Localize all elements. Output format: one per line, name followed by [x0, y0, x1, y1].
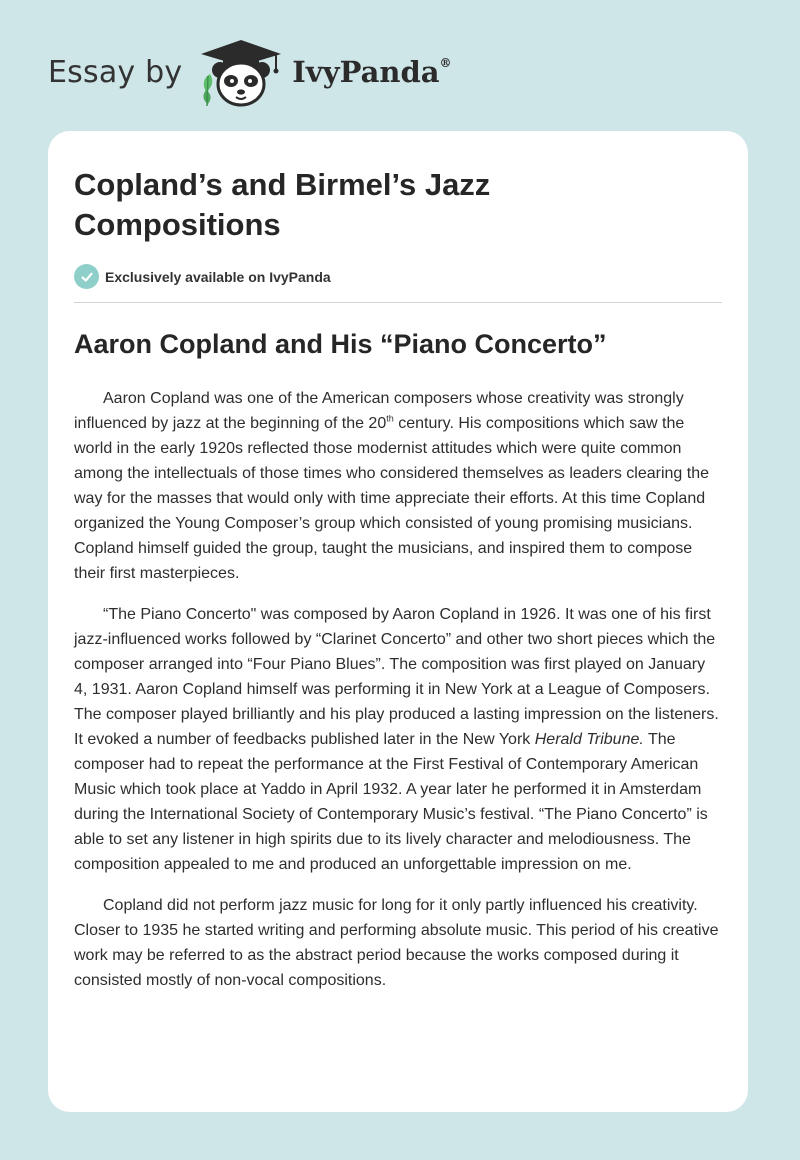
registered-mark: ®: [439, 56, 452, 71]
check-icon: [74, 264, 99, 289]
site-header: [48, 34, 452, 110]
section-heading: Aaron Copland and His “Piano Concerto”: [74, 329, 607, 359]
panda-graduate-icon[interactable]: [196, 34, 286, 110]
paragraph-3: Copland did not perform jazz music for long for it only partly influenced his creativity. Closer to 1935 he started writing and performing absolute music. This period of his creative work may be referred to as the abstract period because the works composed during it consisted mostly of non-vocal compositions.: [74, 897, 719, 989]
paragraph-1: Aaron Copland was one of the American composers whose creativity was strongly influenced by jazz at the beginning of the 20th century. His compositions which saw the world in the early 1920s reflected those modernist attitudes which were quite common among the intellectuals of those times who considered themselves as leaders clearing the way for the masses that would only with time appreciate their efforts. At this time Copland organized the Young Composer’s group which consisted of young promising musicians. Copland himself guided the group, taught the musicians, and inspired them to compose their first masterpieces.: [74, 390, 710, 582]
exclusive-badge: [74, 264, 331, 289]
brand-name[interactable]: IvyPanda®: [292, 55, 452, 89]
exclusive-badge-label: Exclusively available on IvyPanda: [105, 268, 331, 285]
paragraph-2: “The Piano Concerto" was composed by Aaron Copland in 1926. It was one of his first jazz-influenced works followed by “Clarinet Concerto” and other two short pieces which the composer arranged into “Four Piano Blues”. The composition was first played on January 4, 1931. Aaron Copland himself was performing it in New York at a League of Composers. The composer played brilliantly and his play produced a lasting impression on the listeners. It evoked a number of feedbacks published later in the New York Herald Tribune. The composer had to repeat the performance at the First Festival of Contemporary American Music which took place at Yaddo in April 1932. A year later he performed it in Amsterdam during the International Society of Contemporary Music’s festival. “The Piano Concerto” is able to set any listener in high spirits due to its lively character and melodiousness. The composition appealed to me and produced an unforgettable impression on me.: [74, 606, 719, 873]
article-card: [48, 131, 748, 1112]
page-title: Copland’s and Birmel’s Jazz Compositions: [74, 167, 491, 242]
divider: [74, 302, 722, 303]
essay-by-label: Essay by: [48, 54, 183, 90]
article-body: [74, 386, 722, 1009]
